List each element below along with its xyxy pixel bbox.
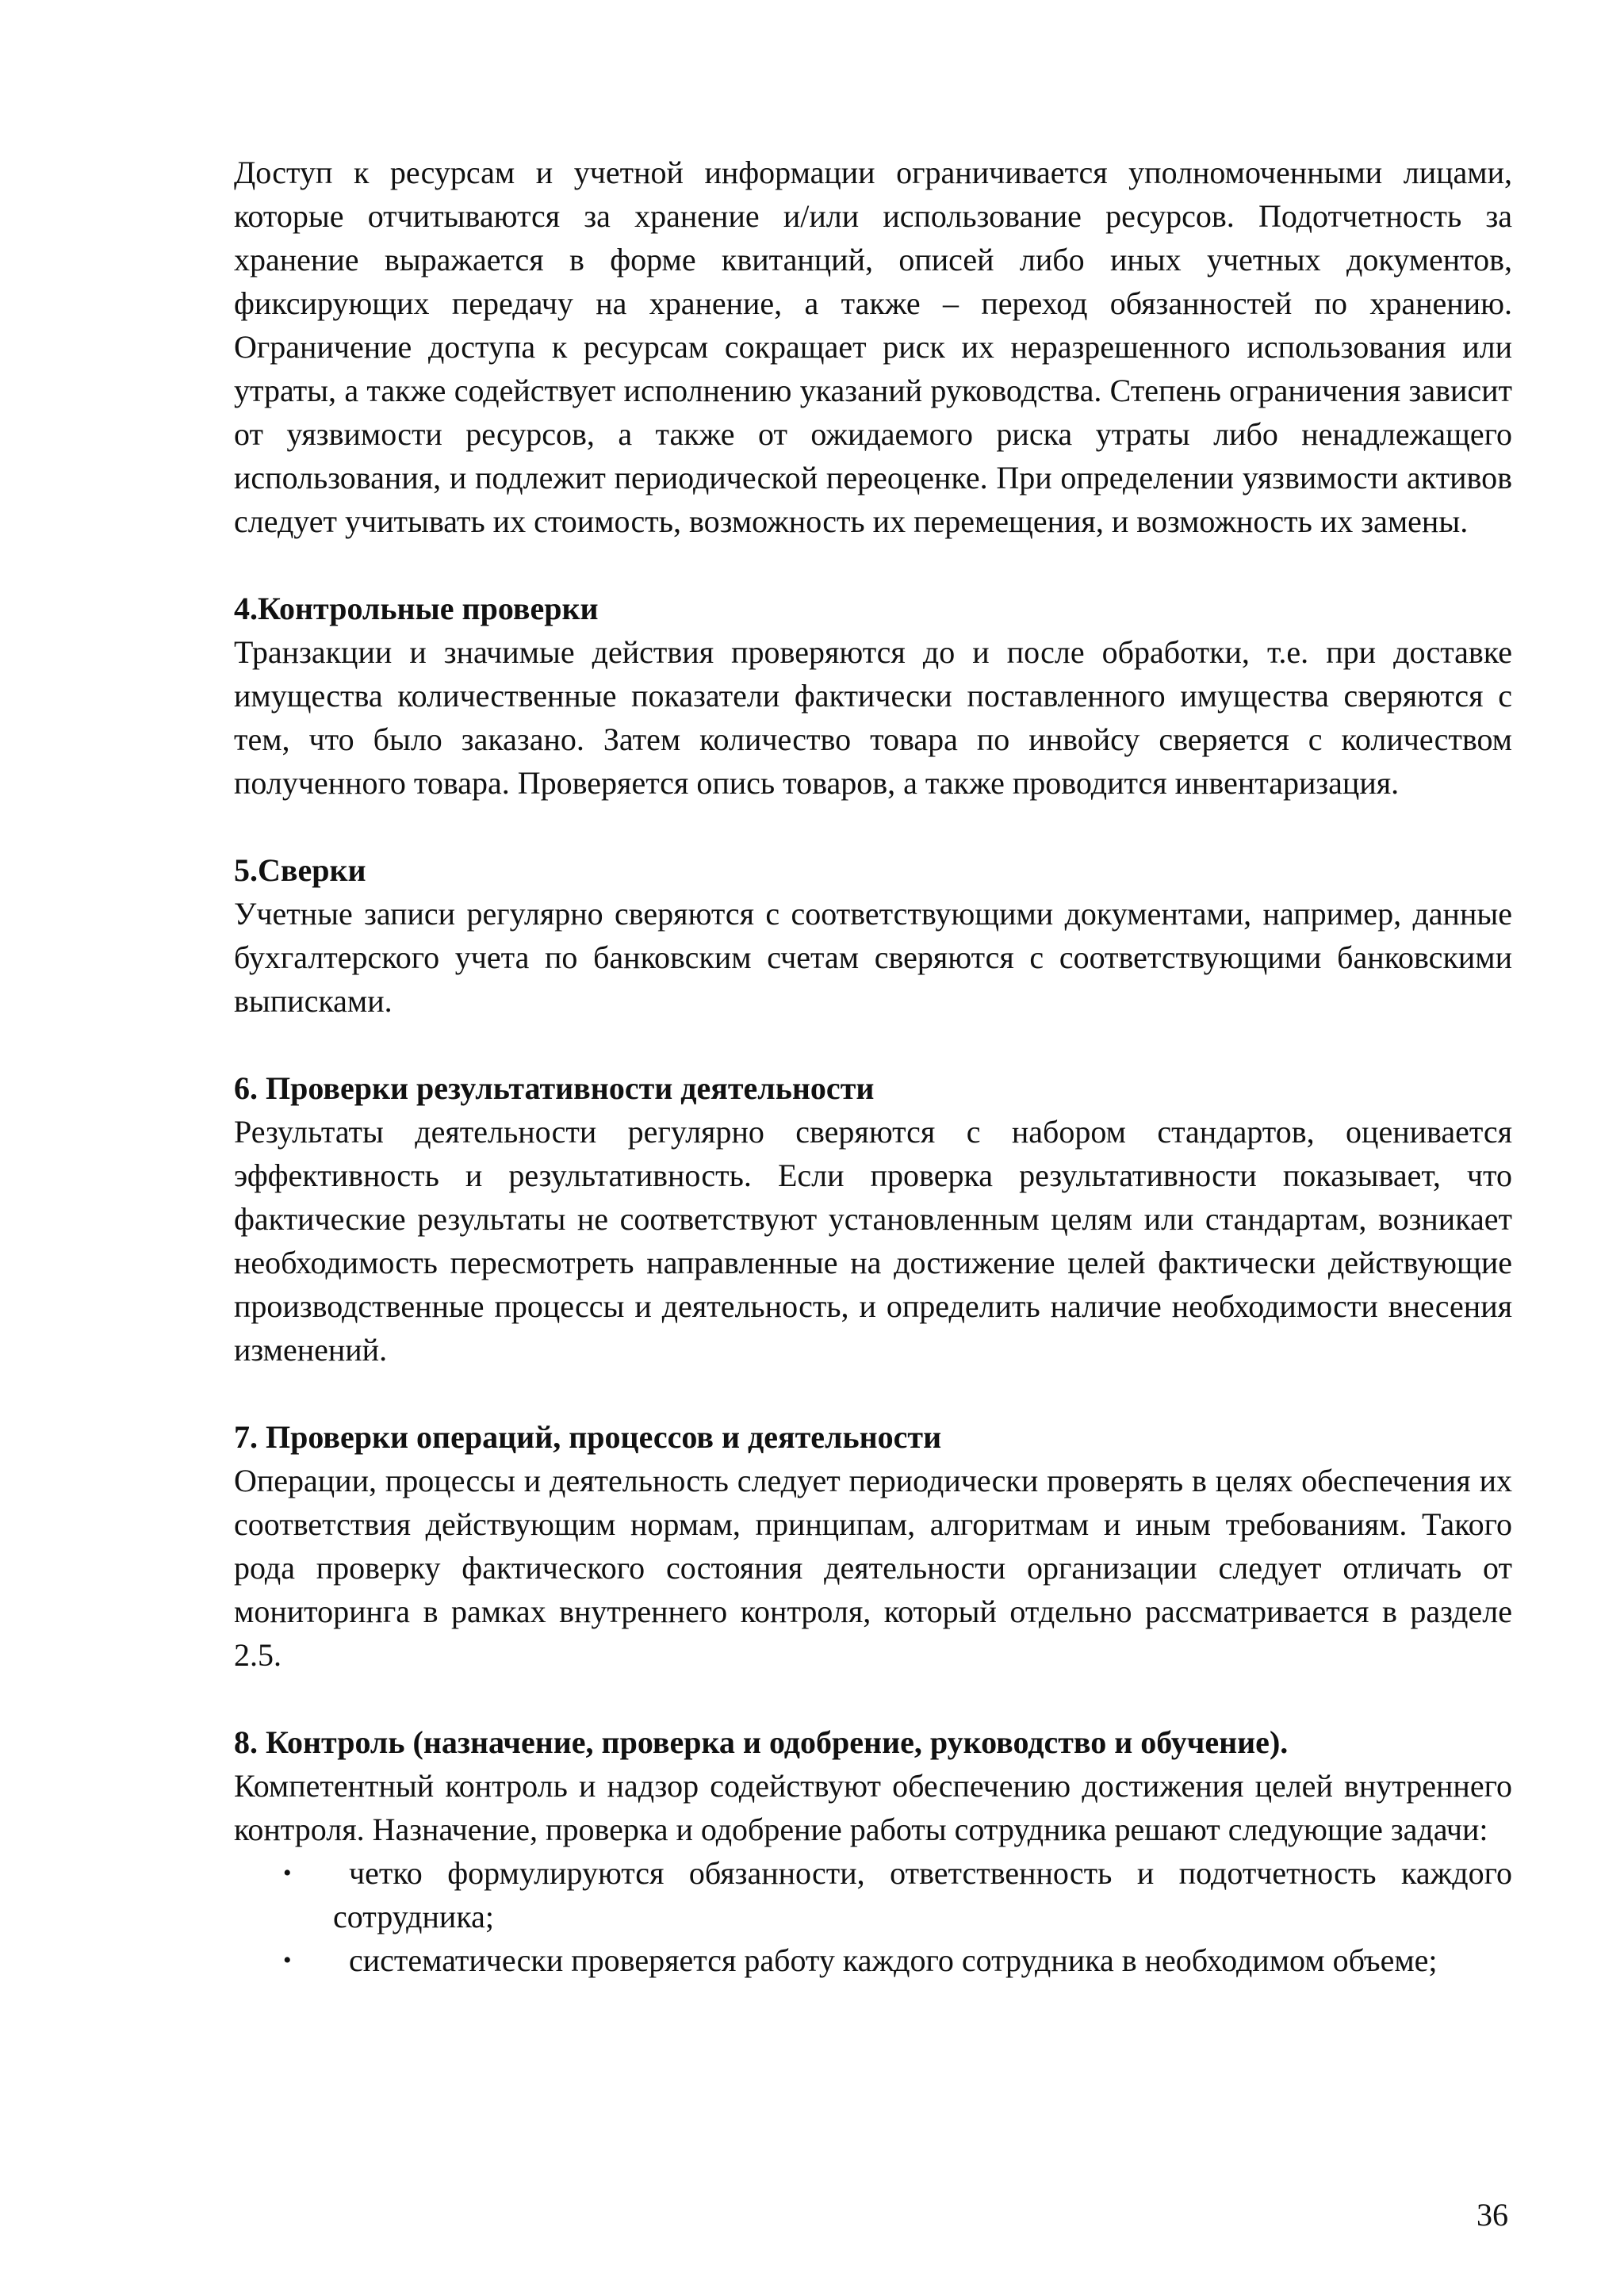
bullet-icon: •	[283, 1860, 292, 1886]
section-8-heading: 8. Контроль (назначение, проверка и одобрение, руководство и обучение).	[234, 1724, 1289, 1760]
section-4-text: Транзакции и значимые действия проверяются до и после обработки, т.е. при доставке имущества количественные показатели фактически поставленного имущества сверяются с тем, что было заказано. Затем количество товара по инвойсу сверяется с количеством полученного товара. Проверяется опись товаров, а также проводится инвентаризация.	[234, 634, 1512, 801]
list-item	[234, 1938, 1512, 1982]
page-number: 36	[1477, 2197, 1508, 2233]
section-7-heading: 7. Проверки операций, процессов и деятельности	[234, 1419, 942, 1455]
section-6	[234, 1066, 1512, 1372]
intro-paragraph: Доступ к ресурсам и учетной информации ограничивается уполномоченными лицами, которые отчитываются за хранение и/или использование ресурсов. Подотчетность за хранение выражается в форме квитанций, описей либо иных учетных документов, фиксирующих передачу на хранение, а также – переход обязанностей по хранению. Ограничение доступа к ресурсам сокращает риск их неразрешенного использования или утраты, а также содействует исполнению указаний руководства. Степень ограничения зависит от уязвимости ресурсов, а также от ожидаемого риска утраты либо ненадлежащего использования, и подлежит периодической переоценке. При определении уязвимости активов следует учитывать их стоимость, возможность их перемещения, и возможность их замены.	[234, 155, 1512, 539]
section-8-text: Компетентный контроль и надзор содействуют обеспечению достижения целей внутреннего контроля. Назначение, проверка и одобрение работы сотрудника решают следующие задачи:	[234, 1768, 1512, 1847]
list-item-text: четко формулируются обязанности, ответственность и подотчетность каждого сотрудника;	[333, 1855, 1512, 1934]
section-5-text: Учетные записи регулярно сверяются с соответствующими документами, например, данные бухгалтерского учета по банковским счетам сверяются с соответствующими банковскими выписками.	[234, 896, 1512, 1019]
section-8	[234, 1720, 1512, 1982]
section-5-heading: 5.Сверки	[234, 852, 366, 888]
document-page	[234, 151, 1512, 1982]
section-7-text: Операции, процессы и деятельность следует периодически проверять в целях обеспечения их соответствия действующим нормам, принципам, алгоритмам и иным требованиям. Такого рода проверку фактического состояния деятельности организации следует отличать от мониторинга в рамках внутреннего контроля, который отдельно рассматривается в разделе 2.5.	[234, 1463, 1512, 1673]
list-item	[234, 1851, 1512, 1938]
section-5	[234, 848, 1512, 1023]
bullet-icon: •	[283, 1947, 292, 1973]
list-item-text: систематически проверяется работу каждого сотрудника в необходимом объеме;	[349, 1942, 1438, 1978]
section-6-heading: 6. Проверки результативности деятельности	[234, 1070, 875, 1106]
section-4-heading: 4.Контрольные проверки	[234, 591, 599, 626]
tasks-list	[234, 1851, 1512, 1982]
section-4	[234, 587, 1512, 805]
section-7	[234, 1415, 1512, 1677]
section-6-text: Результаты деятельности регулярно сверяются с набором стандартов, оценивается эффективность и результативность. Если проверка результативности показывает, что фактические результаты не соответствуют установленным целям или стандартам, возникает необходимость пересмотреть направленные на достижение целей фактически действующие производственные процессы и деятельность, и определить наличие необходимости внесения изменений.	[234, 1114, 1512, 1368]
